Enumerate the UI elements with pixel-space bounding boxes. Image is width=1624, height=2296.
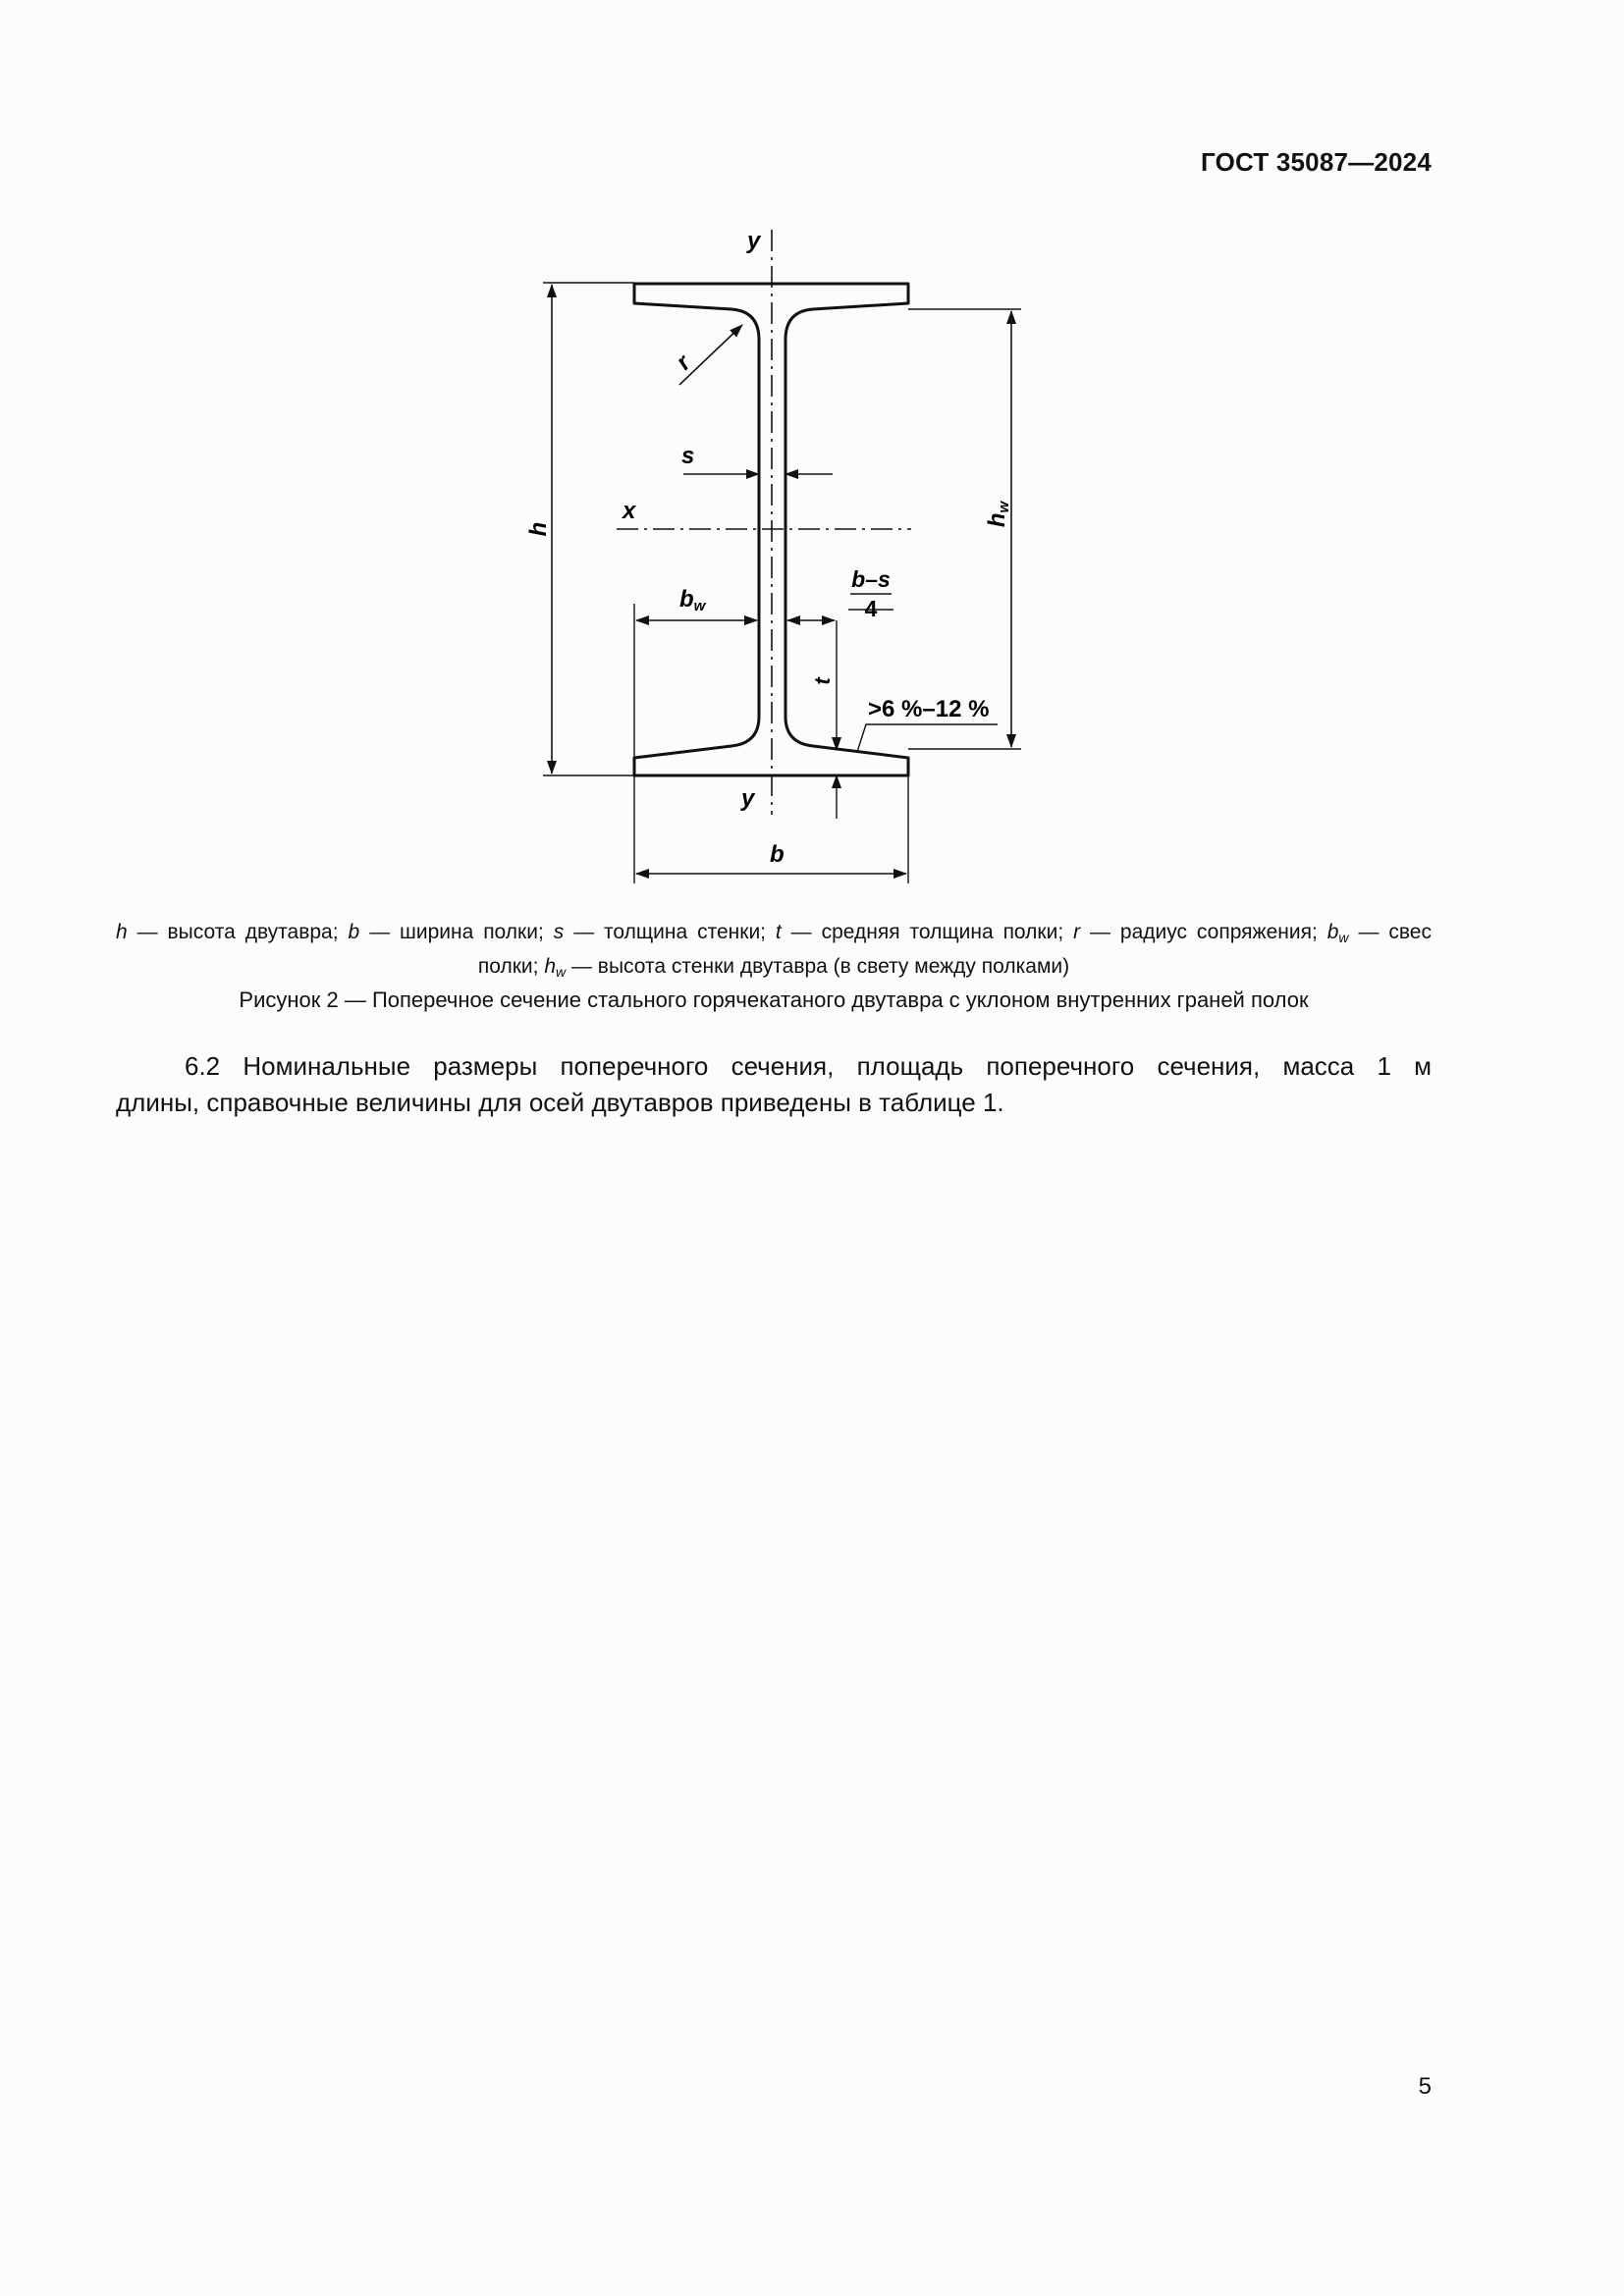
slope-leader-line xyxy=(857,724,998,752)
y-axis-label-top: y xyxy=(747,228,761,254)
fraction-denominator: 4 xyxy=(864,596,878,621)
i-beam-cross-section-drawing xyxy=(0,0,1624,903)
figure-caption: Рисунок 2 — Поперечное сечение стального горячекатаного двутавра с уклоном внутренних граней полок xyxy=(239,988,1309,1012)
hw-label: hw xyxy=(984,501,1012,528)
b-label: b xyxy=(770,841,785,868)
y-axis-label-bottom: y xyxy=(741,785,755,812)
figure-legend xyxy=(116,918,1432,987)
t-label: t xyxy=(810,677,835,685)
body-paragraph xyxy=(116,1048,1432,1121)
document-header: ГОСТ 35087—2024 xyxy=(1201,147,1432,177)
page-number: 5 xyxy=(1418,2073,1432,2100)
s-label: s xyxy=(681,443,695,469)
x-axis-label: x xyxy=(623,498,636,524)
legend-line-2: полки; $h_w$ — высота стенки двутавра (в свету между полками) xyxy=(477,955,1070,980)
paragraph-line-1: 6.2 Номинальные размеры поперечного сечения, площадь поперечного сечения, масса 1 м xyxy=(185,1051,1432,1081)
paragraph-line-2: длины, справочные величины для осей двутавров приведены в таблице 1. xyxy=(116,1088,1004,1117)
bw-label: bw xyxy=(679,586,706,614)
h-label: h xyxy=(525,521,552,537)
r-label: r xyxy=(671,349,696,376)
legend-line-1: h — высота двутавра; b — ширина полки; s — толщина стенки; t — средняя толщина полки; r — радиус сопряжения; $b_w$ — свес xyxy=(116,921,1432,945)
fraction-numerator: b–s xyxy=(851,566,891,592)
slope-label: >6 %–12 % xyxy=(868,696,990,722)
